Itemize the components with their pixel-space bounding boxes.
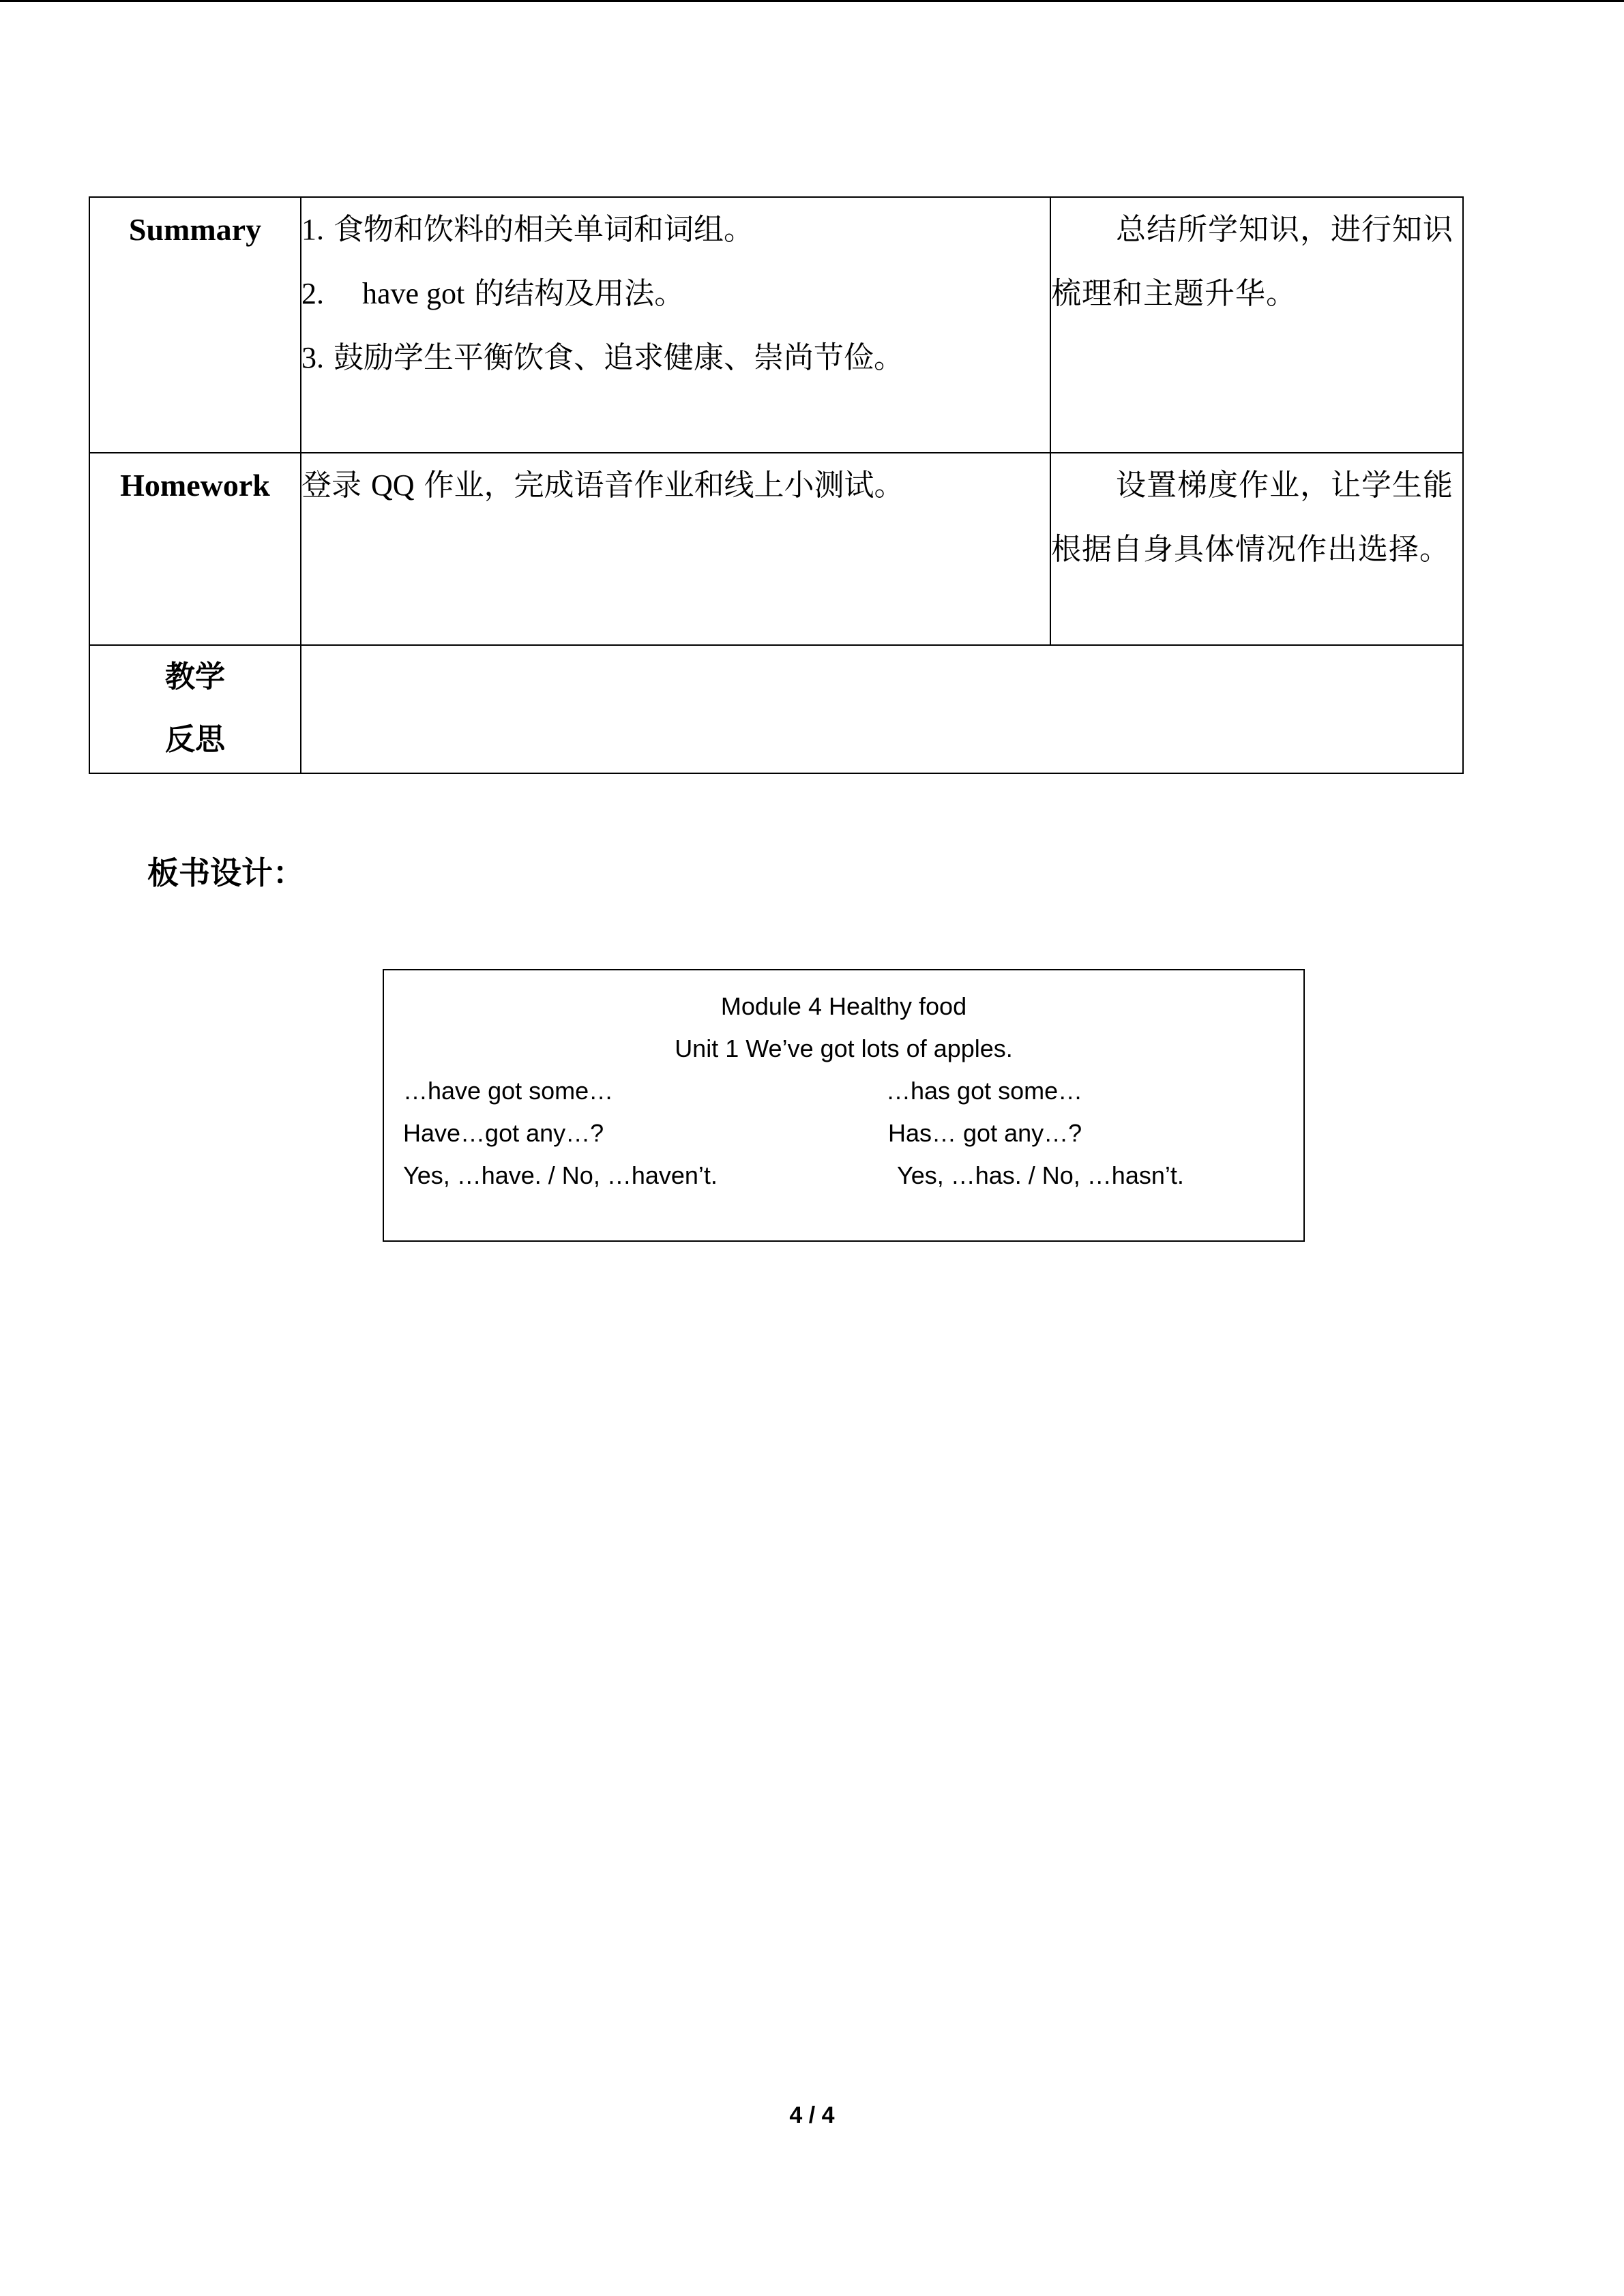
summary-item-1-text: 食物和饮料的相关单词和词组。 bbox=[334, 212, 754, 247]
homework-content-english: QQ bbox=[371, 468, 415, 502]
table-row-reflection bbox=[89, 645, 1463, 773]
top-border-rule bbox=[0, 0, 1624, 2]
reflection-content bbox=[301, 645, 1463, 773]
reflection-label bbox=[89, 645, 301, 773]
summary-item-2-text: 的结构及用法。 bbox=[464, 276, 685, 311]
board-left-line-3: Yes, …have. / No, …haven’t. bbox=[403, 1161, 718, 1189]
table-row-homework bbox=[89, 453, 1463, 645]
reflection-label-line-1: 教学 bbox=[165, 659, 225, 694]
lesson-plan-table bbox=[89, 196, 1464, 774]
board-left-line-2: Have…got any…? bbox=[403, 1119, 604, 1147]
board-module-title: Module 4 Healthy food bbox=[720, 992, 967, 1020]
board-right-line-1: …has got some… bbox=[886, 1077, 1083, 1105]
board-unit-title: Unit 1 We’ve got lots of apples. bbox=[675, 1034, 1013, 1062]
summary-purpose: 总结所学知识，进行知识梳理和主题升华。 bbox=[1050, 197, 1463, 453]
homework-content-prefix: 登录 bbox=[301, 468, 371, 503]
summary-item-2-number: 2. bbox=[301, 277, 324, 310]
summary-item-3-text: 鼓励学生平衡饮食、追求健康、崇尚节俭。 bbox=[334, 340, 904, 375]
homework-content bbox=[301, 453, 1050, 645]
summary-label: Summary bbox=[89, 197, 301, 453]
reflection-label-line-2: 反思 bbox=[165, 722, 225, 757]
summary-item-3-number: 3. bbox=[301, 341, 324, 374]
summary-item-1-number: 1. bbox=[301, 213, 324, 246]
board-design-heading: 板书设计： bbox=[147, 854, 304, 891]
summary-item-1 bbox=[301, 198, 1050, 262]
summary-item-2-english: have got bbox=[361, 277, 465, 310]
page-number: 4 / 4 bbox=[789, 2102, 835, 2128]
summary-content bbox=[301, 197, 1050, 453]
summary-item-2 bbox=[301, 262, 1050, 326]
board-design-box bbox=[383, 969, 1305, 1242]
homework-purpose: 设置梯度作业，让学生能根据自身具体情况作出选择。 bbox=[1050, 453, 1463, 645]
homework-content-line bbox=[301, 453, 1050, 518]
board-left-line-1: …have got some… bbox=[403, 1077, 614, 1105]
table-row-summary bbox=[89, 197, 1463, 453]
homework-label: Homework bbox=[89, 453, 301, 645]
board-right-line-3: Yes, …has. / No, …hasn’t. bbox=[897, 1161, 1184, 1189]
summary-item-3 bbox=[301, 326, 1050, 390]
homework-content-suffix: 作业，完成语音作业和线上小测试。 bbox=[414, 468, 904, 503]
board-right-line-2: Has… got any…? bbox=[888, 1119, 1082, 1147]
